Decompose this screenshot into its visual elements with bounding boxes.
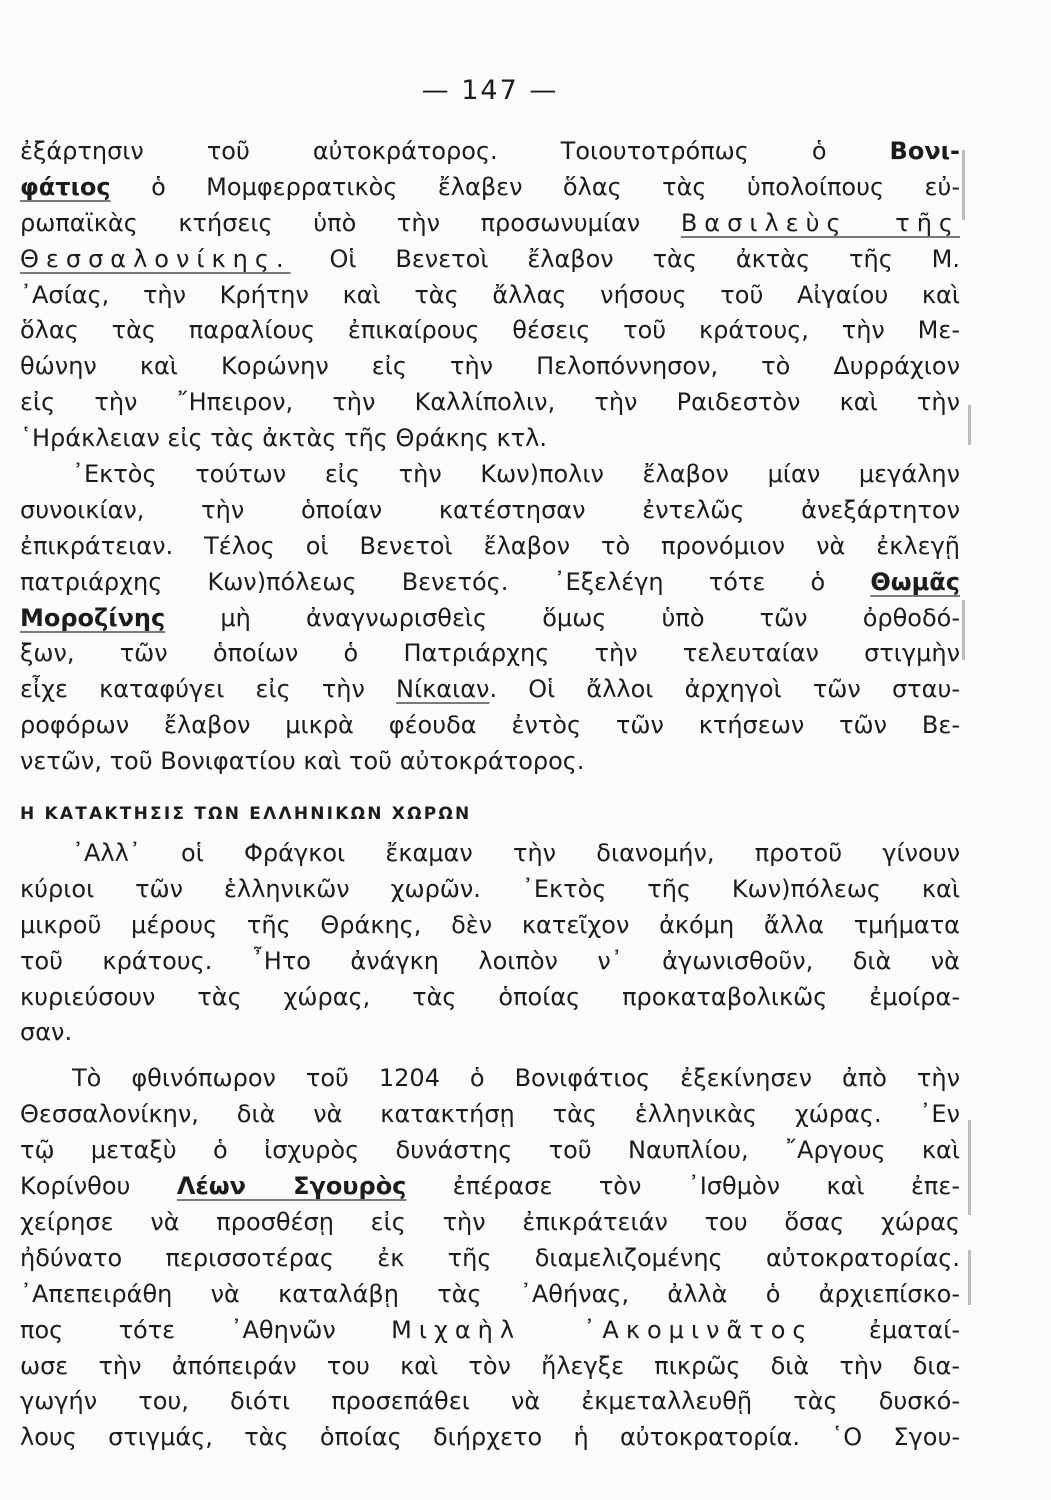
emphasized-name: Βονι- (889, 137, 960, 165)
text-line (20, 278, 960, 314)
text-segment: ξων, τῶν ὁποίων ὁ Πατριάρχης τὴν τελευταίαν στιγμὴν (20, 639, 960, 668)
text-segment: ρωπαϊκὰς κτήσεις ὑπὸ τὴν προσωνυμίαν (20, 208, 681, 237)
text-line (20, 744, 960, 780)
emphasized-name: Μιχαὴλ ᾿Ακομινᾶτος (391, 1315, 814, 1344)
text-segment: γωγήν του, διότι προσεπάθει νὰ ἐκμεταλλευθῇ τὰς δυσκό- (20, 1387, 960, 1416)
text-line (20, 242, 960, 278)
emphasized-name: Νίκαιαν (396, 675, 490, 704)
text-segment: ωσε τὴν ἀπόπειράν του καὶ τὸν ἤλεγξε πικρῶς διὰ τὴν δια- (20, 1351, 960, 1380)
text-line (20, 493, 960, 529)
text-line (20, 457, 960, 493)
margin-pencil-mark (968, 1120, 971, 1215)
text-segment: πατριάρχης Κων)πόλεως Βενετός. ᾿Εξελέγη τότε ὁ (20, 567, 871, 596)
text-segment: ἐξάρτησιν τοῦ αὐτοκράτορος. Τοιουτοτρόπως ὁ (20, 137, 890, 165)
text-segment: μὴ ἀναγνωρισθεὶς ὅμως ὑπὸ τῶν ὀρθοδό- (165, 603, 960, 632)
text-segment: ροφόρων ἔλαβον μικρὰ φέουδα ἐντὸς τῶν κτήσεων τῶν Βε- (20, 711, 960, 740)
text-segment: ᾿Εκτὸς τούτων εἰς τὴν Κων)πολιν ἔλαβον μίαν μεγάλην (72, 460, 960, 489)
text-line (20, 565, 960, 601)
paragraph-1 (20, 134, 960, 457)
text-line (20, 1241, 960, 1277)
book-page (20, 75, 960, 1456)
text-line (20, 980, 960, 1016)
text-line (20, 708, 960, 744)
text-line (20, 170, 960, 206)
text-segment: θώνην καὶ Κορώνην εἰς τὴν Πελοπόννησον, τὸ Δυρράχιον (20, 352, 960, 381)
emphasized-name: Βασιλεὺς τῆς (680, 208, 960, 237)
text-line (20, 672, 960, 708)
text-segment: ἐπικράτειαν. Τέλος οἱ Βενετοὶ ἔλαβον τὸ προνόμιον νὰ ἐκλεγῇ (20, 531, 960, 560)
text-line (20, 529, 960, 565)
text-segment: εἰς τὴν ῎Ηπειρον, τὴν Καλλίπολιν, τὴν Ραιδεστὸν καὶ τὴν (20, 388, 960, 417)
text-line (20, 134, 960, 170)
text-segment: ὅλας τὰς παραλίους ἐπικαίρους θέσεις τοῦ κράτους, τὴν Με- (20, 316, 960, 345)
paragraph-4 (20, 1061, 960, 1456)
text-segment: Οἱ Βενετοὶ ἔλαβον τὰς ἀκτὰς τῆς Μ. (290, 244, 960, 273)
section-heading: Η ΚΑΤΑΚΤΗΣΙΣ ΤΩΝ ΕΛΛΗΝΙΚΩΝ ΧΩΡΩΝ (20, 804, 472, 825)
text-line (20, 944, 960, 980)
text-line (20, 1313, 960, 1349)
text-segment: ἐματαί- (813, 1315, 961, 1344)
text-line (20, 313, 960, 349)
text-line (20, 836, 960, 872)
text-segment: ᾿Απεπειράθη νὰ καταλάβῃ τὰς ᾿Αθήνας, ἀλλὰ ὁ ἀρχιεπίσκο- (20, 1279, 960, 1308)
text-line (20, 1205, 960, 1241)
text-line (20, 206, 960, 242)
text-segment: ᾿Αλλ᾿ οἱ Φράγκοι ἔκαμαν τὴν διανομήν, προτοῦ γίνουν (72, 839, 960, 868)
text-segment: ὁ Μομφερρατικὸς ἔλαβεν ὅλας τὰς ὑπολοίπους εὐ- (110, 172, 960, 201)
text-segment: Τὸ φθινόπωρον τοῦ 1204 ὁ Βονιφάτιος ἐξεκίνησεν ἀπὸ τὴν (72, 1064, 960, 1093)
text-line (20, 872, 960, 908)
text-segment: τοῦ κράτους. ῏Ητο ἀνάγκη λοιπὸν ν᾿ ἀγωνισθοῦν, διὰ νὰ (20, 946, 960, 975)
margin-pencil-mark (962, 150, 965, 220)
paragraph-2 (20, 457, 960, 780)
text-line (20, 1133, 960, 1169)
text-line (20, 1061, 960, 1097)
text-segment: λους στιγμάς, τὰς ὁποίας διήρχετο ἡ αὐτοκρατορία. ῾Ο Σγου- (20, 1423, 960, 1452)
text-segment: Κορίνθου (20, 1172, 177, 1201)
margin-pencil-mark (962, 600, 965, 660)
text-segment: Θεσσαλονίκην, διὰ νὰ κατακτήσῃ τὰς ἑλληνικὰς χώρας. ᾿Εν (20, 1100, 960, 1129)
margin-pencil-mark (968, 405, 971, 445)
text-segment: μικροῦ μέρους τῆς Θράκης, δὲν κατεῖχον ἀκόμη ἄλλα τμήματα (20, 910, 960, 939)
emphasized-name: φάτιος (20, 172, 111, 201)
text-line (20, 636, 960, 672)
text-segment: ἠδύνατο περισσοτέρας ἐκ τῆς διαμελιζομένης αὐτοκρατορίας. (20, 1243, 960, 1272)
text-segment: εἶχε καταφύγει εἰς τὴν (20, 675, 397, 704)
text-segment: ἐπέρασε τὸν ᾿Ισθμὸν καὶ ἐπε- (406, 1172, 960, 1201)
text-line (20, 385, 960, 421)
margin-pencil-mark (968, 1250, 971, 1305)
page-number: — 147 — (421, 75, 559, 106)
text-segment: κυριεύσουν τὰς χώρας, τὰς ὁποίας προκαταβολικῶς ἐμοίρα- (20, 982, 960, 1011)
text-segment: νετῶν, τοῦ Βονιφατίου καὶ τοῦ αὐτοκράτορος. (20, 747, 585, 776)
text-segment: χείρησε νὰ προσθέσῃ εἰς τὴν ἐπικράτειάν του ὅσας χώρας (20, 1207, 960, 1236)
text-line (20, 1097, 960, 1133)
text-line (20, 908, 960, 944)
text-line (20, 421, 960, 457)
text-line (20, 1420, 960, 1456)
text-line (20, 601, 960, 637)
text-line (20, 1169, 960, 1205)
text-segment: σαν. (20, 1018, 73, 1047)
text-line (20, 349, 960, 385)
text-segment: συνοικίαν, τὴν ὁποίαν κατέστησαν ἐντελῶς ἀνεξάρτητον (20, 495, 960, 524)
emphasized-name: Μοροζίνης (20, 603, 166, 632)
text-segment: τῷ μεταξὺ ὁ ἰσχυρὸς δυνάστης τοῦ Ναυπλίου, ῎Αργους καὶ (20, 1136, 960, 1165)
text-line (20, 1349, 960, 1385)
text-segment: ῾Ηράκλειαν εἰς τὰς ἀκτὰς τῆς Θράκης κτλ. (20, 424, 547, 453)
text-segment: κύριοι τῶν ἑλληνικῶν χωρῶν. ᾿Εκτὸς τῆς Κων)πόλεως καὶ (20, 874, 960, 903)
text-line (20, 1277, 960, 1313)
emphasized-name: Λέων Σγουρὸς (176, 1172, 407, 1201)
text-segment: . Οἱ ἄλλοι ἀρχηγοὶ τῶν σταυ- (489, 675, 960, 704)
emphasized-name: Θωμᾶς (870, 567, 960, 596)
text-segment: πος τότε ᾿Αθηνῶν (20, 1315, 392, 1344)
text-line (20, 1384, 960, 1420)
paragraph-3 (20, 836, 960, 1051)
emphasized-name: Θεσσαλονίκης. (20, 244, 291, 273)
text-segment: ᾿Ασίας, τὴν Κρήτην καὶ τὰς ἄλλας νήσους τοῦ Αἰγαίου καὶ (20, 280, 960, 309)
text-line (20, 1015, 960, 1051)
